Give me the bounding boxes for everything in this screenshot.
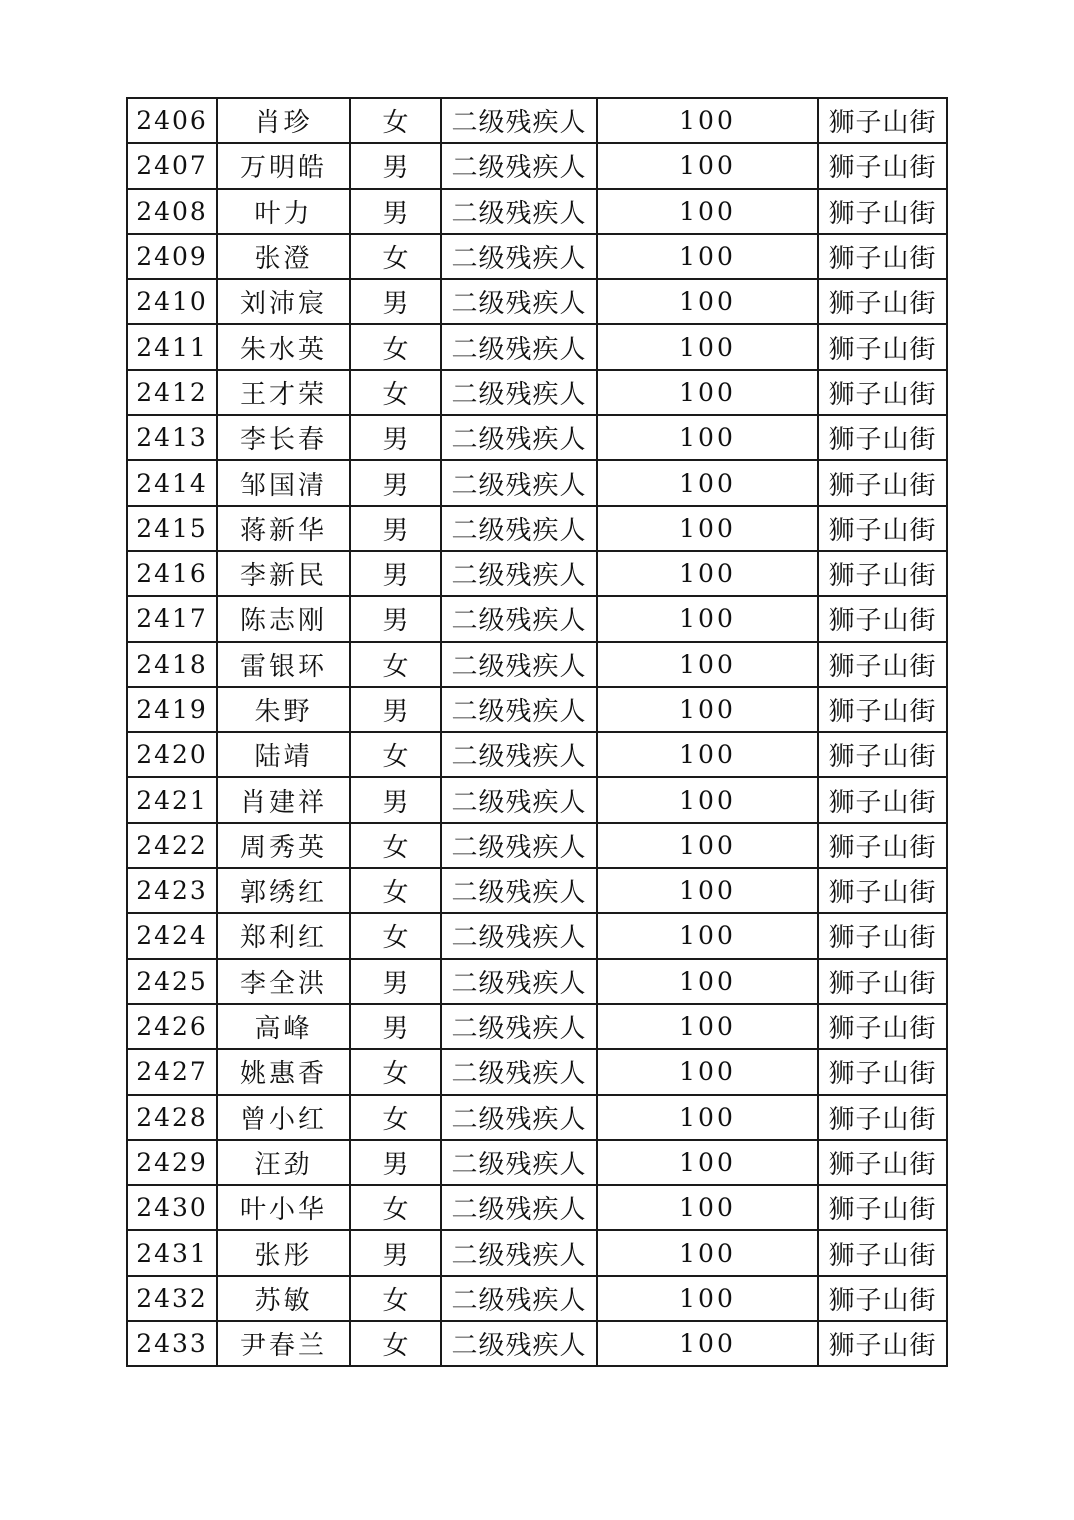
gender-cell: 女	[350, 732, 441, 777]
table-row	[127, 324, 947, 369]
id-cell: 2430	[127, 1185, 217, 1230]
street-cell: 狮子山街	[818, 506, 947, 551]
amount-cell: 100	[597, 1004, 818, 1049]
table-row	[127, 189, 947, 234]
street-cell: 狮子山街	[818, 234, 947, 279]
table-row	[127, 1140, 947, 1185]
amount-cell: 100	[597, 551, 818, 596]
disability-level-cell: 二级残疾人	[441, 324, 597, 369]
street-cell: 狮子山街	[818, 143, 947, 188]
table-row	[127, 913, 947, 958]
street-cell: 狮子山街	[818, 1276, 947, 1321]
name-cell: 叶小华	[217, 1185, 350, 1230]
id-cell: 2412	[127, 370, 217, 415]
amount-cell: 100	[597, 506, 818, 551]
id-cell: 2429	[127, 1140, 217, 1185]
name-cell: 李新民	[217, 551, 350, 596]
name-cell: 王才荣	[217, 370, 350, 415]
gender-cell: 男	[350, 460, 441, 505]
name-cell: 刘沛宸	[217, 279, 350, 324]
id-cell: 2420	[127, 732, 217, 777]
roster-table-body	[127, 98, 947, 1366]
id-cell: 2413	[127, 415, 217, 460]
id-cell: 2416	[127, 551, 217, 596]
amount-cell: 100	[597, 189, 818, 234]
id-cell: 2424	[127, 913, 217, 958]
name-cell: 雷银环	[217, 642, 350, 687]
amount-cell: 100	[597, 279, 818, 324]
disability-level-cell: 二级残疾人	[441, 1276, 597, 1321]
table-row	[127, 98, 947, 143]
disability-level-cell: 二级残疾人	[441, 913, 597, 958]
roster-table	[126, 97, 948, 1367]
gender-cell: 女	[350, 823, 441, 868]
name-cell: 陈志刚	[217, 596, 350, 641]
amount-cell: 100	[597, 143, 818, 188]
name-cell: 郭绣红	[217, 868, 350, 913]
gender-cell: 女	[350, 324, 441, 369]
gender-cell: 女	[350, 370, 441, 415]
disability-level-cell: 二级残疾人	[441, 868, 597, 913]
amount-cell: 100	[597, 642, 818, 687]
id-cell: 2422	[127, 823, 217, 868]
name-cell: 张澄	[217, 234, 350, 279]
street-cell: 狮子山街	[818, 415, 947, 460]
gender-cell: 女	[350, 642, 441, 687]
amount-cell: 100	[597, 1230, 818, 1275]
disability-level-cell: 二级残疾人	[441, 1230, 597, 1275]
gender-cell: 女	[350, 1095, 441, 1140]
id-cell: 2418	[127, 642, 217, 687]
disability-level-cell: 二级残疾人	[441, 189, 597, 234]
disability-level-cell: 二级残疾人	[441, 551, 597, 596]
table-row	[127, 551, 947, 596]
street-cell: 狮子山街	[818, 1004, 947, 1049]
amount-cell: 100	[597, 959, 818, 1004]
street-cell: 狮子山街	[818, 324, 947, 369]
street-cell: 狮子山街	[818, 868, 947, 913]
disability-level-cell: 二级残疾人	[441, 687, 597, 732]
id-cell: 2406	[127, 98, 217, 143]
name-cell: 郑利红	[217, 913, 350, 958]
disability-level-cell: 二级残疾人	[441, 370, 597, 415]
id-cell: 2414	[127, 460, 217, 505]
id-cell: 2428	[127, 1095, 217, 1140]
name-cell: 肖珍	[217, 98, 350, 143]
amount-cell: 100	[597, 415, 818, 460]
gender-cell: 女	[350, 1049, 441, 1094]
name-cell: 汪劲	[217, 1140, 350, 1185]
disability-level-cell: 二级残疾人	[441, 460, 597, 505]
gender-cell: 男	[350, 551, 441, 596]
street-cell: 狮子山街	[818, 642, 947, 687]
amount-cell: 100	[597, 1321, 818, 1366]
name-cell: 周秀英	[217, 823, 350, 868]
street-cell: 狮子山街	[818, 189, 947, 234]
gender-cell: 女	[350, 1321, 441, 1366]
amount-cell: 100	[597, 1276, 818, 1321]
table-row	[127, 1049, 947, 1094]
amount-cell: 100	[597, 98, 818, 143]
name-cell: 李长春	[217, 415, 350, 460]
gender-cell: 女	[350, 1276, 441, 1321]
id-cell: 2411	[127, 324, 217, 369]
disability-level-cell: 二级残疾人	[441, 777, 597, 822]
name-cell: 姚惠香	[217, 1049, 350, 1094]
disability-level-cell: 二级残疾人	[441, 1095, 597, 1140]
table-row	[127, 506, 947, 551]
street-cell: 狮子山街	[818, 959, 947, 1004]
id-cell: 2419	[127, 687, 217, 732]
amount-cell: 100	[597, 1185, 818, 1230]
street-cell: 狮子山街	[818, 279, 947, 324]
amount-cell: 100	[597, 234, 818, 279]
gender-cell: 男	[350, 596, 441, 641]
street-cell: 狮子山街	[818, 777, 947, 822]
street-cell: 狮子山街	[818, 1185, 947, 1230]
name-cell: 尹春兰	[217, 1321, 350, 1366]
amount-cell: 100	[597, 732, 818, 777]
name-cell: 高峰	[217, 1004, 350, 1049]
disability-level-cell: 二级残疾人	[441, 506, 597, 551]
name-cell: 曾小红	[217, 1095, 350, 1140]
gender-cell: 男	[350, 1140, 441, 1185]
disability-level-cell: 二级残疾人	[441, 823, 597, 868]
table-row	[127, 1321, 947, 1366]
name-cell: 苏敏	[217, 1276, 350, 1321]
gender-cell: 男	[350, 959, 441, 1004]
id-cell: 2417	[127, 596, 217, 641]
disability-level-cell: 二级残疾人	[441, 1004, 597, 1049]
id-cell: 2433	[127, 1321, 217, 1366]
disability-level-cell: 二级残疾人	[441, 1321, 597, 1366]
street-cell: 狮子山街	[818, 1095, 947, 1140]
amount-cell: 100	[597, 1140, 818, 1185]
table-row	[127, 279, 947, 324]
gender-cell: 女	[350, 913, 441, 958]
amount-cell: 100	[597, 687, 818, 732]
table-row	[127, 823, 947, 868]
table-row	[127, 1185, 947, 1230]
street-cell: 狮子山街	[818, 687, 947, 732]
id-cell: 2409	[127, 234, 217, 279]
amount-cell: 100	[597, 868, 818, 913]
disability-level-cell: 二级残疾人	[441, 415, 597, 460]
table-row	[127, 370, 947, 415]
disability-level-cell: 二级残疾人	[441, 732, 597, 777]
disability-level-cell: 二级残疾人	[441, 279, 597, 324]
disability-level-cell: 二级残疾人	[441, 1049, 597, 1094]
id-cell: 2427	[127, 1049, 217, 1094]
name-cell: 叶力	[217, 189, 350, 234]
table-row	[127, 1004, 947, 1049]
disability-level-cell: 二级残疾人	[441, 98, 597, 143]
street-cell: 狮子山街	[818, 1140, 947, 1185]
disability-level-cell: 二级残疾人	[441, 642, 597, 687]
id-cell: 2410	[127, 279, 217, 324]
name-cell: 肖建祥	[217, 777, 350, 822]
name-cell: 蒋新华	[217, 506, 350, 551]
gender-cell: 男	[350, 1004, 441, 1049]
amount-cell: 100	[597, 1095, 818, 1140]
table-row	[127, 415, 947, 460]
table-row	[127, 1230, 947, 1275]
table-row	[127, 596, 947, 641]
amount-cell: 100	[597, 324, 818, 369]
name-cell: 张彤	[217, 1230, 350, 1275]
table-row	[127, 1276, 947, 1321]
street-cell: 狮子山街	[818, 596, 947, 641]
amount-cell: 100	[597, 460, 818, 505]
name-cell: 陆靖	[217, 732, 350, 777]
id-cell: 2426	[127, 1004, 217, 1049]
table-row	[127, 687, 947, 732]
disability-level-cell: 二级残疾人	[441, 596, 597, 641]
gender-cell: 男	[350, 143, 441, 188]
disability-level-cell: 二级残疾人	[441, 959, 597, 1004]
disability-level-cell: 二级残疾人	[441, 1185, 597, 1230]
id-cell: 2408	[127, 189, 217, 234]
gender-cell: 男	[350, 1230, 441, 1275]
gender-cell: 男	[350, 279, 441, 324]
id-cell: 2432	[127, 1276, 217, 1321]
id-cell: 2421	[127, 777, 217, 822]
table-row	[127, 642, 947, 687]
table-row	[127, 460, 947, 505]
id-cell: 2425	[127, 959, 217, 1004]
table-row	[127, 777, 947, 822]
gender-cell: 女	[350, 1185, 441, 1230]
gender-cell: 男	[350, 777, 441, 822]
table-row	[127, 732, 947, 777]
disability-level-cell: 二级残疾人	[441, 1140, 597, 1185]
gender-cell: 男	[350, 189, 441, 234]
amount-cell: 100	[597, 823, 818, 868]
id-cell: 2415	[127, 506, 217, 551]
gender-cell: 女	[350, 234, 441, 279]
gender-cell: 女	[350, 98, 441, 143]
amount-cell: 100	[597, 596, 818, 641]
amount-cell: 100	[597, 370, 818, 415]
table-row	[127, 234, 947, 279]
street-cell: 狮子山街	[818, 823, 947, 868]
name-cell: 邹国清	[217, 460, 350, 505]
amount-cell: 100	[597, 913, 818, 958]
gender-cell: 男	[350, 415, 441, 460]
gender-cell: 男	[350, 687, 441, 732]
street-cell: 狮子山街	[818, 460, 947, 505]
street-cell: 狮子山街	[818, 98, 947, 143]
gender-cell: 女	[350, 868, 441, 913]
table-row	[127, 868, 947, 913]
name-cell: 李全洪	[217, 959, 350, 1004]
street-cell: 狮子山街	[818, 1230, 947, 1275]
name-cell: 朱水英	[217, 324, 350, 369]
street-cell: 狮子山街	[818, 732, 947, 777]
amount-cell: 100	[597, 1049, 818, 1094]
street-cell: 狮子山街	[818, 1321, 947, 1366]
table-row	[127, 1095, 947, 1140]
id-cell: 2431	[127, 1230, 217, 1275]
table-row	[127, 143, 947, 188]
amount-cell: 100	[597, 777, 818, 822]
id-cell: 2423	[127, 868, 217, 913]
gender-cell: 男	[350, 506, 441, 551]
street-cell: 狮子山街	[818, 370, 947, 415]
street-cell: 狮子山街	[818, 551, 947, 596]
street-cell: 狮子山街	[818, 913, 947, 958]
street-cell: 狮子山街	[818, 1049, 947, 1094]
name-cell: 朱野	[217, 687, 350, 732]
name-cell: 万明皓	[217, 143, 350, 188]
table-row	[127, 959, 947, 1004]
disability-level-cell: 二级残疾人	[441, 234, 597, 279]
disability-level-cell: 二级残疾人	[441, 143, 597, 188]
id-cell: 2407	[127, 143, 217, 188]
